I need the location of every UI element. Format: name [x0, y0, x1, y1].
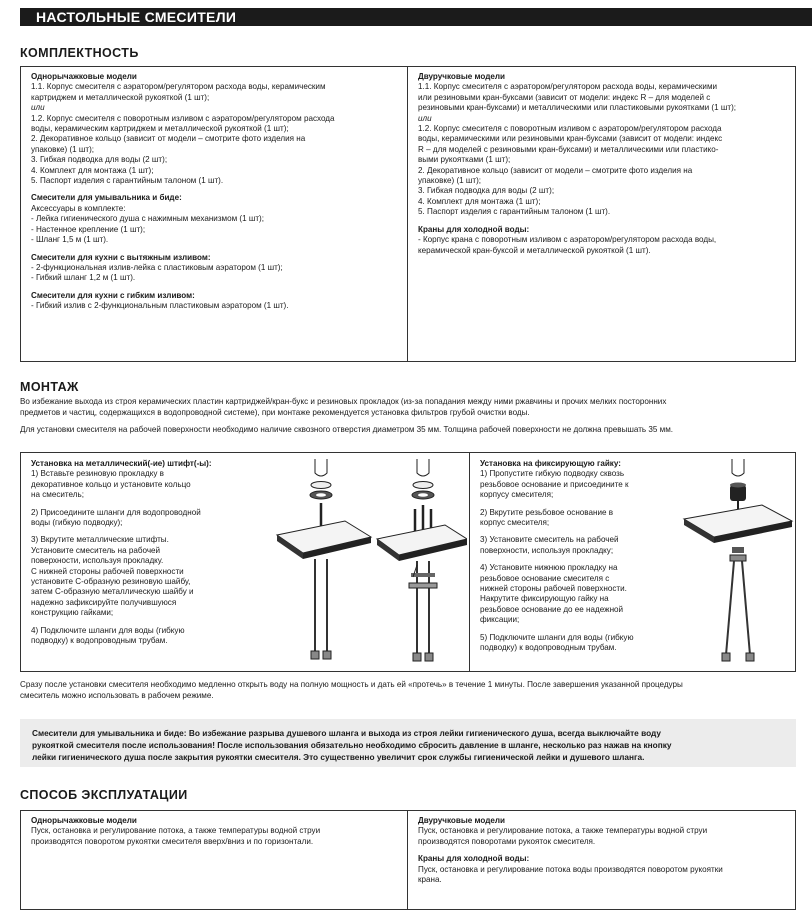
text-line: - Шланг 1,5 м (1 шт).	[31, 235, 109, 245]
text-line: лейки гигиенического душа после закрытия рукоятки смесителя. Это существенно увеличит срок службы гигиенической лейки и душевого шланга.	[32, 752, 645, 762]
text-line: корпусу смесителя;	[480, 490, 554, 500]
text-line: 3) Установите смеситель на рабочей	[480, 535, 619, 545]
mounting-paragraph	[20, 396, 795, 418]
header-bar	[20, 8, 812, 26]
text-line: на смеситель;	[31, 490, 84, 500]
cold-heading: Краны для холодной воды:	[418, 224, 530, 234]
text-line: Аксессуары в комплекте:	[31, 203, 126, 213]
text-line: резиновыми кран-буксами) и металлическими или пластиковыми рукоятками (1 шт);	[418, 103, 737, 113]
operation-cold-heading: Краны для холодной воды:	[418, 854, 530, 864]
text-line: Накрутите фиксирующую гайку на	[480, 594, 609, 604]
after-install-paragraph	[20, 679, 795, 701]
text-line: - 2-функциональная излив-лейка с пластиковым аэратором (1 шт);	[31, 262, 283, 272]
text-line: Пуск, остановка и регулирование потока воды производятся поворотом рукоятки	[418, 864, 723, 874]
completeness-title: КОМПЛЕКТНОСТЬ	[20, 46, 139, 60]
text-line: затем С-образную металлическую шайбу и	[31, 587, 194, 597]
text-line: 1) Пропустите гибкую подводку сквозь	[480, 469, 625, 479]
text-line: 1.1. Корпус смесителя с аэратором/регулятором расхода воды, керамическими	[418, 82, 718, 92]
text-line: керамической кран-буксой и металлической рукояткой (1 шт).	[418, 245, 651, 255]
text-line: поверхности, используя прокладку.	[31, 556, 164, 566]
text-line: Пуск, остановка и регулирование потока, а также температуры водной струи	[418, 826, 708, 836]
text-line: надежно зафиксируйте получившуюся	[31, 597, 177, 607]
operation-left	[21, 811, 407, 909]
text-line: фиксации;	[480, 615, 520, 625]
text-line: подводку) к водопроводным трубам.	[480, 643, 617, 653]
text-line: 4) Подключите шланги для воды (гибкую	[31, 625, 185, 635]
text-line: 1.2. Корпус смесителя с поворотным изливом с аэратором/регулятором расхода	[31, 113, 335, 123]
text-line: воды, керамическими или резиновыми кран-буксами (зависит от модели: индекс	[418, 134, 723, 144]
text-line: 1.2. Корпус смесителя с поворотным изливом с аэратором/регулятором расхода	[418, 124, 722, 134]
text-line: декоративное кольцо и установите кольцо	[31, 479, 191, 489]
text-line: рукояткой смесителя после использования! После использования обязательно необходимо сбросить давление в шланге, несколько раз нажав на кнопку	[32, 740, 672, 750]
text-line: - Настенное крепление (1 шт);	[31, 224, 146, 234]
text-line: корпус смесителя;	[480, 518, 550, 528]
text-line: подводку) к водопроводным трубам.	[31, 636, 168, 646]
bidet-warning-note	[20, 719, 796, 767]
text-line: Пуск, остановка и регулирование потока, а также температуры водной струи	[31, 826, 321, 836]
text-line: резьбовое основание и присоедините к	[480, 479, 629, 489]
pullout-heading: Смесители для кухни с вытяжным изливом:	[31, 252, 211, 262]
text-line: картриджем и металлической рукояткой (1 шт);	[31, 92, 210, 102]
text-line: R – для моделей с резиновыми кран-буксами) и металлическими или пластико-	[418, 144, 719, 154]
text-line: 2) Присоедините шланги для водопроводной	[31, 507, 201, 517]
text-line: воды (гибкую подводку);	[31, 518, 123, 528]
text-line: нижней стороны рабочей поверхности.	[480, 584, 627, 594]
text-line: 4. Комплект для монтажа (1 шт);	[418, 196, 541, 206]
text-line: или резиновыми кран-буксами (зависит от модели: индекс R – для моделей с	[418, 92, 711, 102]
text-line: 1.1. Корпус смесителя с аэратором/регулятором расхода воды, керамическим	[31, 82, 326, 92]
mounting-title: МОНТАЖ	[20, 380, 79, 394]
text-line: 5) Подключите шланги для воды (гибкую	[480, 632, 634, 642]
nut-mount-diagram	[670, 455, 796, 669]
text-line: смеситель можно использовать в рабочем режиме.	[20, 691, 214, 700]
text-line: 5. Паспорт изделия с гарантийным талоном (1 шт).	[31, 176, 224, 186]
text-line: - Гибкий излив с 2-функциональным пластиковым аэратором (1 шт).	[31, 301, 289, 311]
text-line: предметов и частиц, содержащихся в водопроводной системе), при монтаже рекомендуется установка фильтров грубой очистки воды.	[20, 408, 530, 417]
text-line: 3) Вкрутите металлические штифты.	[31, 535, 169, 545]
text-line: 2) Вкрутите резьбовое основание в	[480, 507, 614, 517]
completeness-left	[21, 67, 407, 361]
completeness-right	[407, 67, 795, 361]
text-line: резьбовое основание до ее надежной	[480, 604, 624, 614]
text-line: 3. Гибкая подводка для воды (2 шт);	[31, 155, 168, 165]
operation-box	[20, 810, 796, 910]
text-line: выми рукоятками (1 шт);	[418, 155, 511, 165]
text-line: - Лейка гигиенического душа с нажимным механизмом (1 шт);	[31, 214, 265, 224]
text-line: поверхности, используя прокладку;	[480, 545, 614, 555]
text-line: 2. Декоративное кольцо (зависит от модели – смотрите фото изделия на	[418, 165, 693, 175]
text-line: 4) Установите нижнюю прокладку на	[480, 563, 618, 573]
text-line: - Гибкий шланг 1,2 м (1 шт).	[31, 273, 136, 283]
operation-title: СПОСОБ ЭКСПЛУАТАЦИИ	[20, 788, 188, 802]
text-line: воды, керамическим картриджем и металлической рукояткой (1 шт);	[31, 124, 289, 134]
text-line: конструкцию гайками;	[31, 608, 114, 618]
flex-heading: Смесители для кухни с гибким изливом:	[31, 290, 195, 300]
text-line: установите С-образную резиновую шайбу,	[31, 577, 191, 587]
operation-single-heading: Однорычажковые модели	[31, 816, 137, 825]
text-line: 3. Гибкая подводка для воды (2 шт);	[418, 186, 555, 196]
install-pins-column	[21, 453, 469, 671]
text-line: - Корпус крана с поворотным изливом с аэратором/регулятором расхода воды,	[418, 235, 717, 245]
text-line: Во избежание выхода из строя керамических пластин картриджей/кран-букс и резиновых прокладок (из-за попадания между ними ржавчины и прочих мелких посторонних	[20, 397, 667, 406]
bidet-heading: Смесители для умывальника и биде:	[31, 193, 182, 203]
text-line: упаковке) (1 шт);	[31, 144, 95, 154]
completeness-box	[20, 66, 796, 362]
install-nut-heading: Установка на фиксирующую гайку:	[480, 459, 621, 468]
text-line: или	[418, 113, 432, 123]
text-line: 1) Вставьте резиновую прокладку в	[31, 469, 164, 479]
text-line: 2. Декоративное кольцо (зависит от модели – смотрите фото изделия на	[31, 134, 306, 144]
text-line: резьбовое основание смесителя с	[480, 573, 610, 583]
text-line: Смесители для умывальника и биде: Во избежание разрыва душевого шланга и выхода из строя лейки гигиенического душа, всегда выключайте воду	[32, 728, 662, 738]
double-heading: Двуручковые модели	[418, 72, 505, 81]
pin-mount-diagram	[259, 455, 467, 669]
text-line: или	[31, 103, 45, 113]
text-line: 4. Комплект для монтажа (1 шт);	[31, 165, 154, 175]
install-pins-heading: Установка на металлический(-ие) штифт(-ы):	[31, 459, 212, 468]
text-line: Установите смеситель на рабочей	[31, 545, 161, 555]
text-line: С нижней стороны рабочей поверхности	[31, 566, 184, 576]
text-line: производятся поворотами рукояток смесителя.	[418, 836, 596, 846]
text-line: 5. Паспорт изделия с гарантийным талоном (1 шт).	[418, 207, 611, 217]
operation-double-heading: Двуручковые модели	[418, 816, 505, 825]
page-title: НАСТОЛЬНЫЕ СМЕСИТЕЛИ	[36, 9, 237, 25]
installation-box	[20, 452, 796, 672]
mounting-hole-note: Для установки смесителя на рабочей поверхности необходимо наличие сквозного отверстия диаметром 35 мм. Толщина рабочей поверхности не должна превышать 35 мм.	[20, 425, 674, 434]
text-line: Сразу после установки смесителя необходимо медленно открыть воду на полную мощность и дать ей «протечь» в течение 1 минуты. После завершения указанной процедуры	[20, 680, 683, 689]
text-line: упаковке) (1 шт);	[418, 176, 482, 186]
install-nut-column	[469, 453, 795, 671]
single-heading: Однорычажковые модели	[31, 72, 137, 81]
text-line: крана.	[418, 875, 442, 885]
text-line: производятся поворотом рукоятки смесителя вверх/вниз и по горизонтали.	[31, 836, 314, 846]
operation-right	[407, 811, 795, 909]
